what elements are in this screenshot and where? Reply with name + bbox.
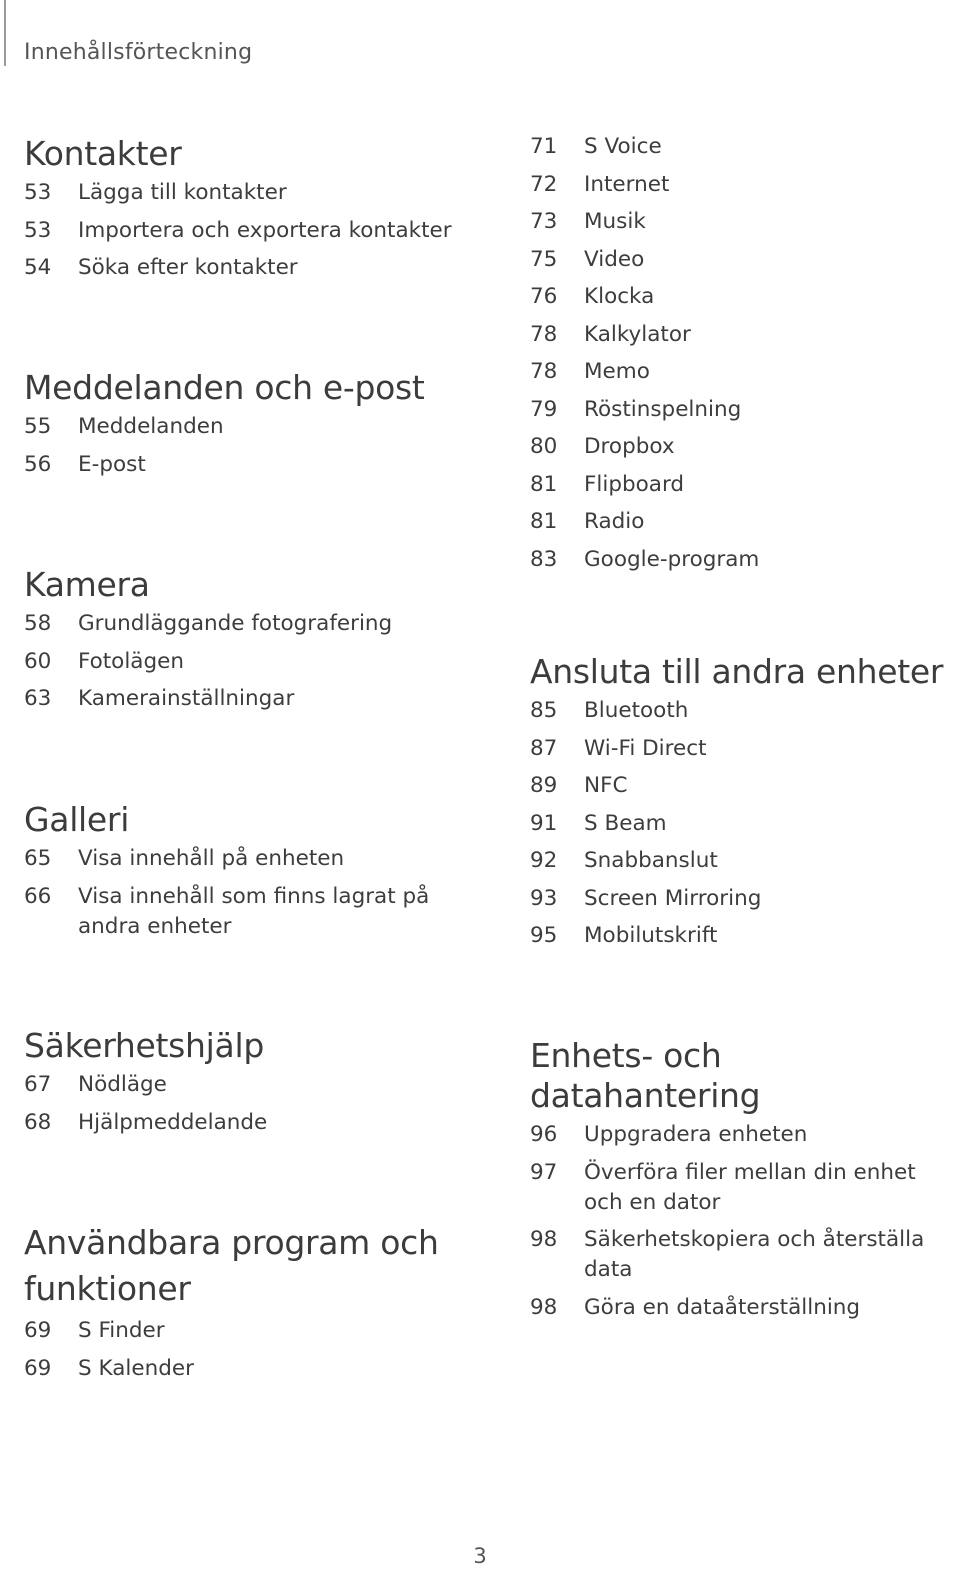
page-number: 68	[24, 1109, 52, 1135]
page-number: 53	[24, 180, 52, 205]
toc-section-sakerhetshjalp	[24, 1026, 464, 1138]
entry-title: Internet	[584, 171, 670, 197]
page-number: 93	[530, 885, 558, 911]
entry-title: Google-program	[584, 546, 760, 572]
entry-title: S Kalender	[78, 1355, 194, 1381]
entry-title: Kamerainställningar	[78, 686, 295, 711]
page-number: 66	[24, 883, 52, 909]
entry-title: Kalkylator	[584, 321, 691, 347]
page-number: 83	[530, 546, 558, 572]
entry-title: Överföra filer mellan din enhet och en dator	[584, 1159, 916, 1215]
toc-entry[interactable]	[530, 432, 955, 462]
entry-title: S Beam	[584, 810, 667, 836]
page-number: 76	[530, 284, 558, 309]
page-number: 69	[24, 1318, 52, 1343]
entry-title: Söka efter kontakter	[78, 255, 298, 280]
page-number: 95	[530, 923, 558, 948]
toc-section-enhets-datahantering	[530, 1036, 958, 1323]
page-number: 81	[530, 509, 558, 534]
toc-entry[interactable]	[530, 771, 955, 801]
toc-entry[interactable]	[530, 1293, 958, 1323]
section-title: Ansluta till andra enheter	[530, 652, 944, 691]
toc-entry[interactable]	[24, 882, 464, 942]
entry-title: E-post	[78, 451, 146, 477]
toc-entry[interactable]	[24, 844, 464, 874]
entry-title: Visa innehåll som finns lagrat på andra enheter	[78, 883, 430, 939]
toc-entry[interactable]	[530, 132, 955, 162]
toc-entry[interactable]	[530, 1158, 958, 1218]
toc-section-ansluta	[530, 652, 955, 951]
page-number: 54	[24, 255, 52, 280]
entry-title: Visa innehåll på enheten	[78, 846, 345, 871]
toc-entry[interactable]	[24, 1354, 464, 1384]
toc-entry[interactable]	[530, 357, 955, 387]
entry-title: Video	[584, 246, 645, 272]
entry-title: S Finder	[78, 1318, 165, 1343]
page-number: 81	[530, 471, 558, 497]
toc-entry[interactable]	[530, 320, 955, 350]
page-number: 56	[24, 451, 52, 477]
toc-entry[interactable]	[24, 450, 464, 480]
page-number: 53	[24, 217, 52, 243]
page-number: 98	[530, 1227, 558, 1252]
section-title: Enhets- och datahantering	[530, 1036, 761, 1115]
entry-title: Säkerhetskopiera och återställa data	[584, 1227, 925, 1282]
entry-title: Screen Mirroring	[584, 885, 762, 911]
page-number: 71	[530, 134, 558, 159]
section-title: Säkerhetshjälp	[24, 1026, 264, 1065]
page-number: 69	[24, 1355, 52, 1381]
section-title: Kamera	[24, 565, 150, 604]
page-number: 75	[530, 246, 558, 272]
toc-entry[interactable]	[530, 507, 955, 537]
toc-entry[interactable]	[530, 1120, 958, 1150]
page-number: 65	[24, 846, 52, 871]
toc-entry[interactable]	[530, 170, 955, 200]
entry-title: Wi-Fi Direct	[584, 735, 707, 761]
toc-section-kontakter	[24, 134, 464, 283]
toc-entry[interactable]	[530, 696, 955, 726]
entry-title: Meddelanden	[78, 414, 224, 439]
toc-entry[interactable]	[24, 684, 464, 714]
entry-title: Dropbox	[584, 434, 675, 459]
page-number: 97	[530, 1159, 558, 1185]
page-number-footer: 3	[473, 1544, 487, 1568]
entry-title: Nödläge	[78, 1072, 167, 1097]
entry-title: Bluetooth	[584, 698, 689, 723]
toc-entry[interactable]	[530, 921, 955, 951]
entry-title: Hjälpmeddelande	[78, 1109, 268, 1135]
toc-entry[interactable]	[530, 470, 955, 500]
page-number: 78	[530, 359, 558, 384]
page-number: 92	[530, 848, 558, 873]
toc-entry[interactable]	[530, 1225, 958, 1285]
entry-title: Lägga till kontakter	[78, 180, 287, 205]
page-number: 87	[530, 735, 558, 761]
entry-title: Memo	[584, 359, 650, 384]
page-number: 80	[530, 434, 558, 459]
toc-entry[interactable]	[24, 1316, 464, 1346]
entry-title: Radio	[584, 509, 645, 534]
entry-title: Importera och exportera kontakter	[78, 217, 452, 243]
page-number: 72	[530, 171, 558, 197]
toc-entry[interactable]	[530, 282, 955, 312]
entry-title: Flipboard	[584, 471, 685, 497]
toc-section-galleri	[24, 800, 464, 942]
toc-section-meddelanden	[24, 368, 464, 480]
page-number: 60	[24, 648, 52, 674]
page-number: 73	[530, 209, 558, 234]
toc-entry[interactable]	[24, 178, 464, 208]
margin-rule	[4, 0, 6, 66]
page-number: 85	[530, 698, 558, 723]
entry-title: Grundläggande fotografering	[78, 611, 393, 636]
page-number: 55	[24, 414, 52, 439]
page-number: 98	[530, 1294, 558, 1320]
entry-title: Mobilutskrift	[584, 923, 718, 948]
section-title: Användbara program och funktioner	[24, 1223, 439, 1308]
page-header: Innehållsförteckning	[24, 40, 253, 65]
entry-title: Uppgradera enheten	[584, 1122, 808, 1147]
page-number: 78	[530, 321, 558, 347]
entry-title: Röstinspelning	[584, 396, 742, 422]
toc-entry[interactable]	[530, 207, 955, 237]
section-title: Kontakter	[24, 134, 182, 173]
page-number: 67	[24, 1072, 52, 1097]
page-number: 91	[530, 810, 558, 836]
toc-section-kamera	[24, 565, 464, 714]
entry-title: Göra en dataåterställning	[584, 1294, 861, 1320]
page-number: 89	[530, 773, 558, 798]
toc-entry[interactable]	[24, 647, 464, 677]
toc-entry[interactable]	[530, 734, 955, 764]
toc-entry[interactable]	[530, 545, 955, 575]
toc-entry[interactable]	[530, 884, 955, 914]
section-title: Galleri	[24, 800, 130, 839]
toc-entry[interactable]	[530, 395, 955, 425]
page-number: 63	[24, 686, 52, 711]
entry-title: Fotolägen	[78, 648, 184, 674]
section-title: Meddelanden och e-post	[24, 368, 425, 407]
toc-entry[interactable]	[24, 412, 464, 442]
toc-entry[interactable]	[530, 846, 955, 876]
entry-title: NFC	[584, 773, 628, 798]
toc-section-anvandbara-program	[24, 1220, 464, 1384]
toc-entry[interactable]	[530, 245, 955, 275]
entry-title: Snabbanslut	[584, 848, 718, 873]
entry-title: S Voice	[584, 134, 662, 159]
toc-entry[interactable]	[24, 1108, 464, 1138]
toc-section-program-list	[530, 132, 955, 575]
page-number: 58	[24, 611, 52, 636]
toc-entry[interactable]	[24, 609, 464, 639]
toc-entry[interactable]	[24, 216, 464, 246]
entry-title: Musik	[584, 209, 646, 234]
entry-title: Klocka	[584, 284, 655, 309]
toc-entry[interactable]	[24, 253, 464, 283]
page-number: 79	[530, 396, 558, 422]
toc-entry[interactable]	[530, 809, 955, 839]
toc-entry[interactable]	[24, 1070, 464, 1100]
page-number: 96	[530, 1122, 558, 1147]
